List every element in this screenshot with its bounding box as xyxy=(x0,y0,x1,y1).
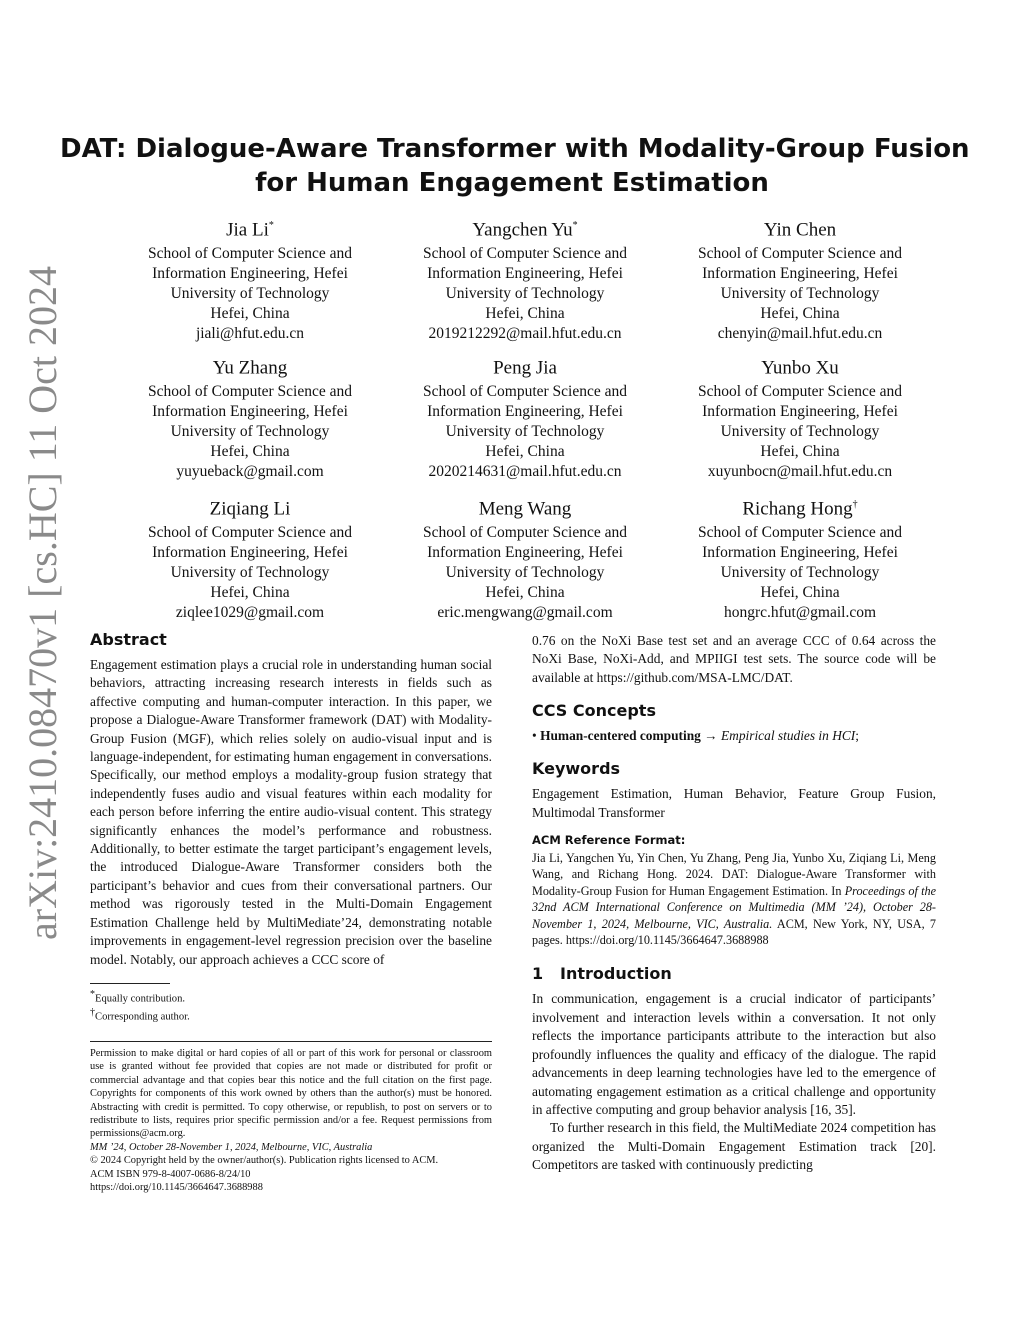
author-affiliation: Information Engineering, Hefei xyxy=(152,544,348,562)
abstract-continued: 0.76 on the NoXi Base test set and an average CCC of 0.64 across the NoXi Base, NoXi-Add, and MPIIGI test sets. The source code will be available at https://github.com/MSA-LMC/DAT. xyxy=(532,633,936,685)
author-affiliation: School of Computer Science and xyxy=(147,383,353,401)
ccs-subcategory: Empirical studies in HCI xyxy=(720,728,856,744)
author-affiliation: University of Technology xyxy=(170,564,330,582)
author-email: jiali@hfut.edu.cn xyxy=(195,325,305,343)
footnote-text: Corresponding author. xyxy=(95,1011,190,1023)
author-email: hongrc.hfut@gmail.com xyxy=(723,604,877,622)
author-affiliation: School of Computer Science and xyxy=(147,245,353,263)
author-location: Hefei, China xyxy=(485,443,565,461)
footnote-divider xyxy=(90,983,170,984)
section-number: 1 xyxy=(532,964,544,984)
author-email: ziqlee1029@gmail.com xyxy=(175,604,325,622)
author-location: Hefei, China xyxy=(210,443,290,461)
footnote-corresponding xyxy=(90,1006,492,1025)
author-affiliation: School of Computer Science and xyxy=(697,524,903,542)
footnote-equal xyxy=(90,988,492,1007)
title-line-2: for Human Engagement Estimation xyxy=(255,168,769,198)
arxiv-stamp: arXiv:2410.08470v1 [cs.HC] 11 Oct 2024 xyxy=(20,266,65,940)
author-affiliation: University of Technology xyxy=(170,285,330,303)
author-affiliation: University of Technology xyxy=(720,564,880,582)
right-column xyxy=(532,632,936,1175)
bullet: • xyxy=(532,728,537,744)
acm-ref-tail: ACM, New York, NY, USA, 7 pages. https://doi.org/10.1145/3664647.3688988 xyxy=(532,916,936,948)
author-card xyxy=(660,352,940,482)
copyright-line: © 2024 Copyright held by the owner/author(s). Publication rights licensed to ACM. xyxy=(90,1155,439,1167)
author-card xyxy=(385,493,665,623)
author-email: yuyueback@gmail.com xyxy=(176,463,324,481)
author-name: Ziqiang Li xyxy=(209,498,291,520)
author-affiliation: University of Technology xyxy=(720,423,880,441)
author-affiliation: Information Engineering, Hefei xyxy=(152,265,348,283)
abstract-text: Engagement estimation plays a crucial role in understanding human social behaviors, attracting increasing research interests in fields such as affective computing and human-computer interaction. In this paper, we propose a Dialogue-Aware Transformer framework (DAT) with Modality-Group Fusion (MGF), which relies solely on audio-visual input and is language-independent, for estimating human engagement in conversations. Specifically, our method employs a modality-group fusion strategy that independently fuses audio and visual features within each modality for each person before inferring the entire audio-visual content. This strategy significantly enhances the model’s performance and robustness. Additionally, to better estimate the target participant’s engagement levels, the introduced Dialogue-Aware Transformer considers both the participant’s behavior and cues from their conversational partners. Our method was rigorously tested in the Multi-Domain Engagement Estimation Challenge held by MultiMediate’24, demonstrating notable improvements in engagement-level regression precision over the baseline model. Notably, our approach achieves a CCC score of xyxy=(90,657,492,967)
permission-divider xyxy=(90,1041,492,1042)
intro-heading xyxy=(532,964,936,984)
keywords-text: Engagement Estimation, Human Behavior, Feature Group Fusion, Multimodal Transformer xyxy=(532,786,936,820)
author-affiliation: Information Engineering, Hefei xyxy=(427,544,623,562)
left-column xyxy=(90,630,492,1194)
author-affiliation: Information Engineering, Hefei xyxy=(427,265,623,283)
permission-notice: Permission to make digital or hard copies of all or part of this work for personal or classroom use is granted without fee provided that copies are not made or distributed for profit or commercial advantage and that copies bear this notice and the full citation on the first page. Copyrights for components of this work owned by others than the author(s) must be honored. Abstracting with credit is permitted. To copy otherwise, or republish, to post on servers or to redistribute to lists, requires prior specific permission and/or a fee. Request permissions from permissions@acm.org. xyxy=(90,1047,492,1140)
doi-line: https://doi.org/10.1145/3664647.3688988 xyxy=(90,1182,263,1194)
author-name: Yangchen Yu xyxy=(472,219,573,241)
author-card xyxy=(110,352,390,482)
author-card xyxy=(385,352,665,482)
author-affiliation: School of Computer Science and xyxy=(422,245,628,263)
author-card xyxy=(110,493,390,623)
intro-paragraph-2: To further research in this field, the MultiMediate 2024 competition has organized the Multi-Domain Engagement Estimation track [20]. Competitors are tasked with continuously predicting xyxy=(532,1120,936,1173)
author-name: Yunbo Xu xyxy=(761,357,839,379)
author-email: xuyunbocn@mail.hfut.edu.cn xyxy=(707,463,893,481)
author-location: Hefei, China xyxy=(210,584,290,602)
author-location: Hefei, China xyxy=(760,443,840,461)
author-email: chenyin@mail.hfut.edu.cn xyxy=(717,325,883,343)
author-affiliation: University of Technology xyxy=(445,564,605,582)
author-name: Peng Jia xyxy=(493,357,557,379)
author-mark: † xyxy=(852,499,858,510)
author-affiliation: School of Computer Science and xyxy=(147,524,353,542)
ccs-heading: CCS Concepts xyxy=(532,701,656,721)
author-mark: * xyxy=(268,220,274,231)
title-line-1: DAT: Dialogue-Aware Transformer with Modality-Group Fusion xyxy=(60,134,970,164)
author-affiliation: Information Engineering, Hefei xyxy=(152,403,348,421)
author-location: Hefei, China xyxy=(760,305,840,323)
section-title: Introduction xyxy=(560,964,672,984)
author-location: Hefei, China xyxy=(760,584,840,602)
footnote-mark: † xyxy=(90,1007,95,1019)
arrow-icon: → xyxy=(704,728,718,744)
author-name: Jia Li xyxy=(226,219,269,241)
keywords-heading: Keywords xyxy=(532,759,621,779)
author-affiliation: School of Computer Science and xyxy=(697,383,903,401)
author-affiliation: Information Engineering, Hefei xyxy=(427,403,623,421)
acm-ref-text xyxy=(532,850,936,948)
author-location: Hefei, China xyxy=(485,584,565,602)
author-affiliation: School of Computer Science and xyxy=(422,383,628,401)
author-name: Yu Zhang xyxy=(212,357,288,379)
isbn-line: ACM ISBN 979-8-4007-0686-8/24/10 xyxy=(90,1168,251,1180)
author-affiliation: Information Engineering, Hefei xyxy=(702,265,898,283)
author-affiliation: School of Computer Science and xyxy=(697,245,903,263)
author-affiliation: School of Computer Science and xyxy=(422,524,628,542)
footnote-mark: * xyxy=(90,988,95,1000)
acm-ref-heading: ACM Reference Format: xyxy=(532,833,686,848)
intro-paragraph-1: In communication, engagement is a crucial indicator of participants’ involvement and interaction levels within a conversation. It not only reflects the importance participants attribute to the interaction but also profoundly influences the quality and efficacy of the dialogue. The rapid advancements in deep learning technologies have led to the emergence of automating engagement estimation as a critical challenge and opportunity in affective computing and group behavior analysis [16, 35]. xyxy=(532,991,936,1117)
author-card xyxy=(660,214,940,344)
author-email: 2019212292@mail.hfut.edu.cn xyxy=(428,325,622,343)
author-email: eric.mengwang@gmail.com xyxy=(437,604,613,622)
paper-title xyxy=(60,132,970,200)
author-affiliation: University of Technology xyxy=(445,423,605,441)
acm-ref-proceedings: Proceedings of the 32nd ACM International Conference on Multimedia (MM ’24), October 28-November 1, 2024, Melbourne, VIC, Australia. xyxy=(532,883,936,931)
author-location: Hefei, China xyxy=(485,305,565,323)
author-affiliation: University of Technology xyxy=(720,285,880,303)
ccs-concept xyxy=(532,727,936,745)
author-name: Yin Chen xyxy=(763,219,837,241)
ccs-end: ; xyxy=(855,728,859,744)
author-email: 2020214631@mail.hfut.edu.cn xyxy=(428,463,622,481)
author-affiliation: University of Technology xyxy=(445,285,605,303)
author-card xyxy=(110,214,390,344)
ccs-category: Human-centered computing xyxy=(540,728,701,744)
acm-ref-lead: Jia Li, Yangchen Yu, Yin Chen, Yu Zhang, Peng Jia, Yunbo Xu, Ziqiang Li, Meng Wang, and Richang Hong. 2024. DAT: Dialogue-Aware Transformer with Modality-Group Fusion for Human Engagement Estimation. In xyxy=(532,851,936,898)
author-card xyxy=(660,493,940,623)
author-name: Richang Hong xyxy=(742,498,853,520)
author-location: Hefei, China xyxy=(210,305,290,323)
author-name: Meng Wang xyxy=(478,498,572,520)
author-affiliation: Information Engineering, Hefei xyxy=(702,544,898,562)
venue-line: MM ’24, October 28-November 1, 2024, Melbourne, VIC, Australia xyxy=(90,1141,373,1153)
abstract-heading: Abstract xyxy=(90,630,167,649)
footnote-text: Equally contribution. xyxy=(95,993,186,1005)
author-mark: * xyxy=(572,220,578,231)
author-affiliation: University of Technology xyxy=(170,423,330,441)
author-card xyxy=(385,214,665,344)
author-affiliation: Information Engineering, Hefei xyxy=(702,403,898,421)
